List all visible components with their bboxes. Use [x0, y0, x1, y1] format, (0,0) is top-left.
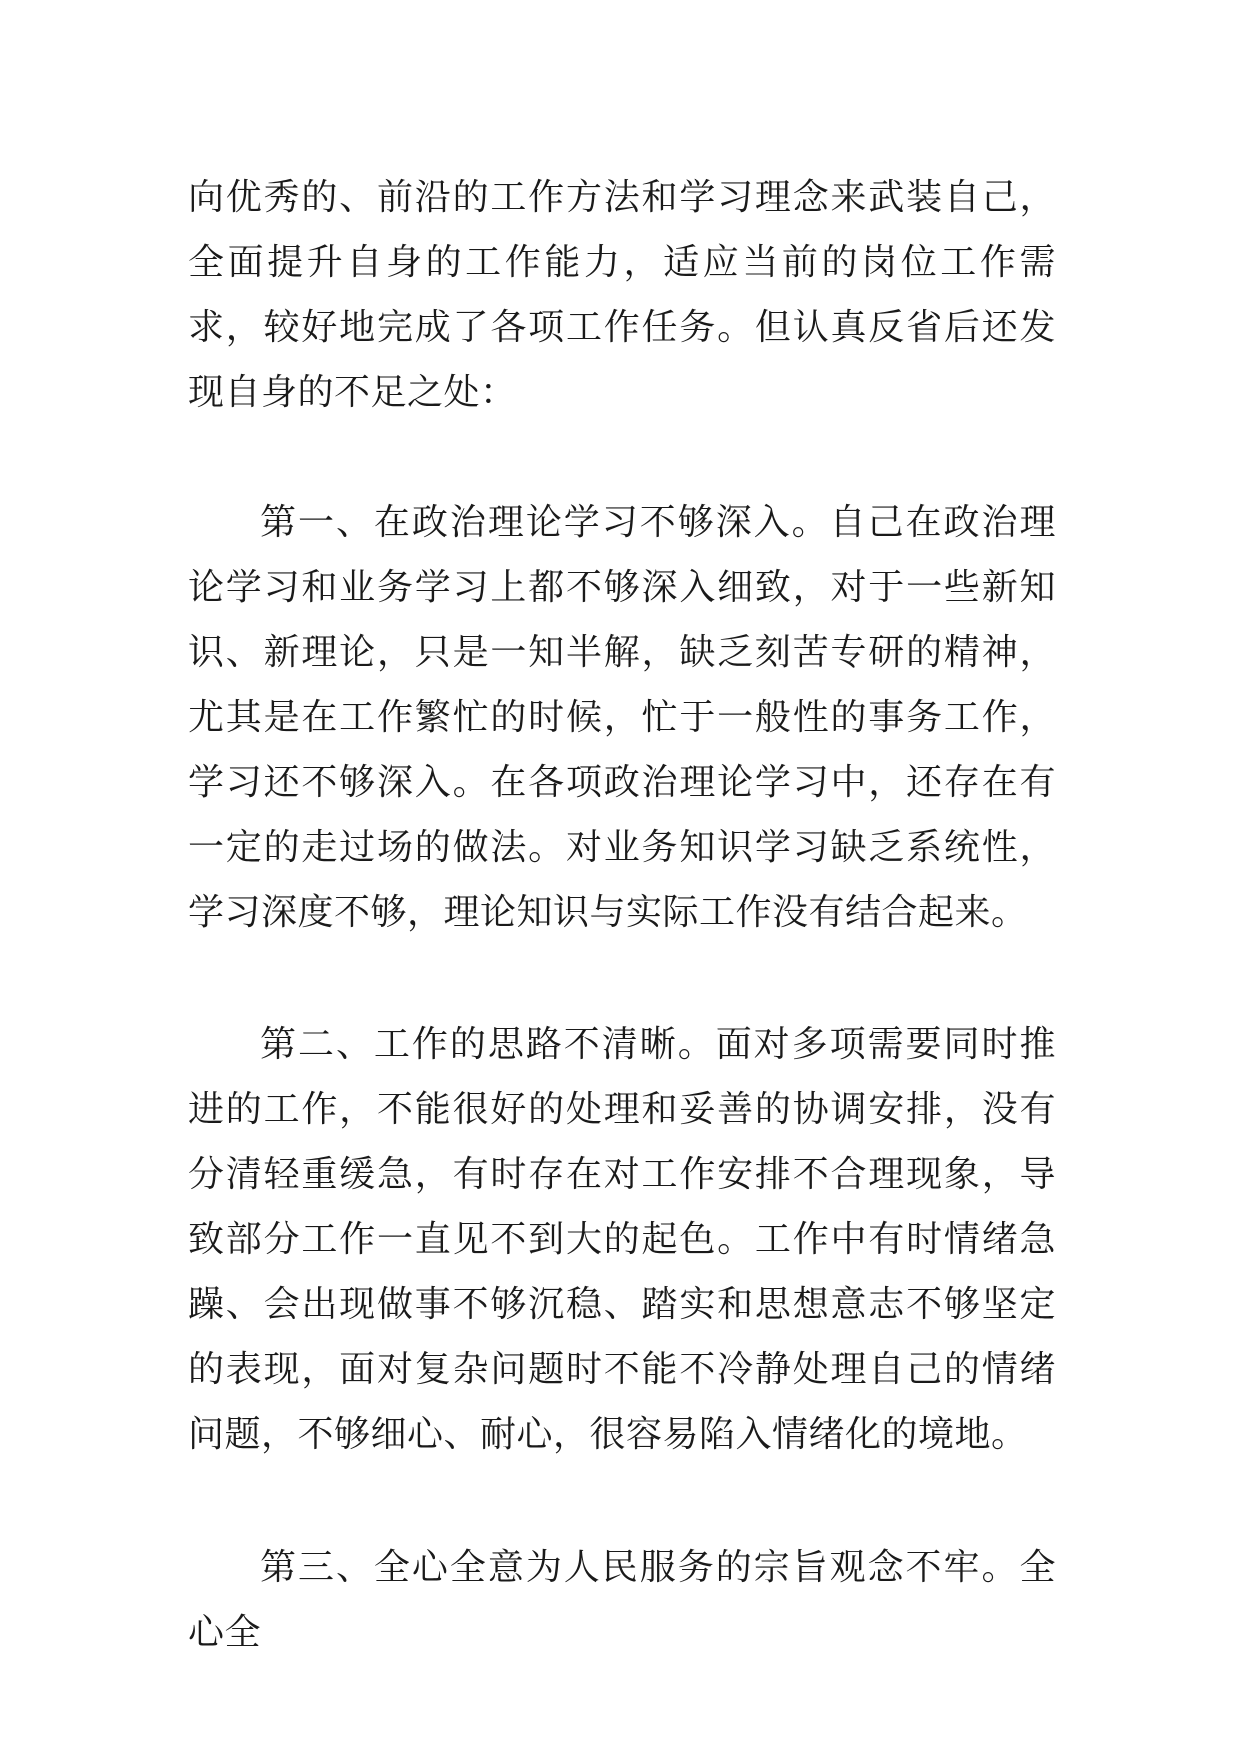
paragraph-intro: [188, 165, 1056, 425]
paragraph-third-point: [188, 1535, 1056, 1665]
paragraph-second-point: [188, 1012, 1056, 1467]
paragraph-text: 第三、全心全意为人民服务的宗旨观念不牢。全心全: [188, 1547, 1056, 1653]
paragraph-first-point: [188, 490, 1056, 945]
paragraph-text: 第二、工作的思路不清晰。面对多项需要同时推进的工作，不能很好的处理和妥善的协调安排，没有分清轻重缓急，有时存在对工作安排不合理现象，导致部分工作一直见不到大的起色。工作中有时情绪急躁、会出现做事不够沉稳、踏实和思想意志不够坚定的表现，面对复杂问题时不能不冷静处理自己的情绪问题，不够细心、耐心，很容易陷入情绪化的境地。: [188, 1024, 1056, 1455]
paragraph-text: 向优秀的、前沿的工作方法和学习理念来武装自己，全面提升自身的工作能力，适应当前的岗位工作需求，较好地完成了各项工作任务。但认真反省后还发现自身的不足之处：: [188, 177, 1056, 413]
paragraph-text: 第一、在政治理论学习不够深入。自己在政治理论学习和业务学习上都不够深入细致，对于一些新知识、新理论，只是一知半解，缺乏刻苦专研的精神，尤其是在工作繁忙的时候，忙于一般性的事务工作，学习还不够深入。在各项政治理论学习中，还存在有一定的走过场的做法。对业务知识学习缺乏系统性，学习深度不够，理论知识与实际工作没有结合起来。: [188, 502, 1056, 933]
